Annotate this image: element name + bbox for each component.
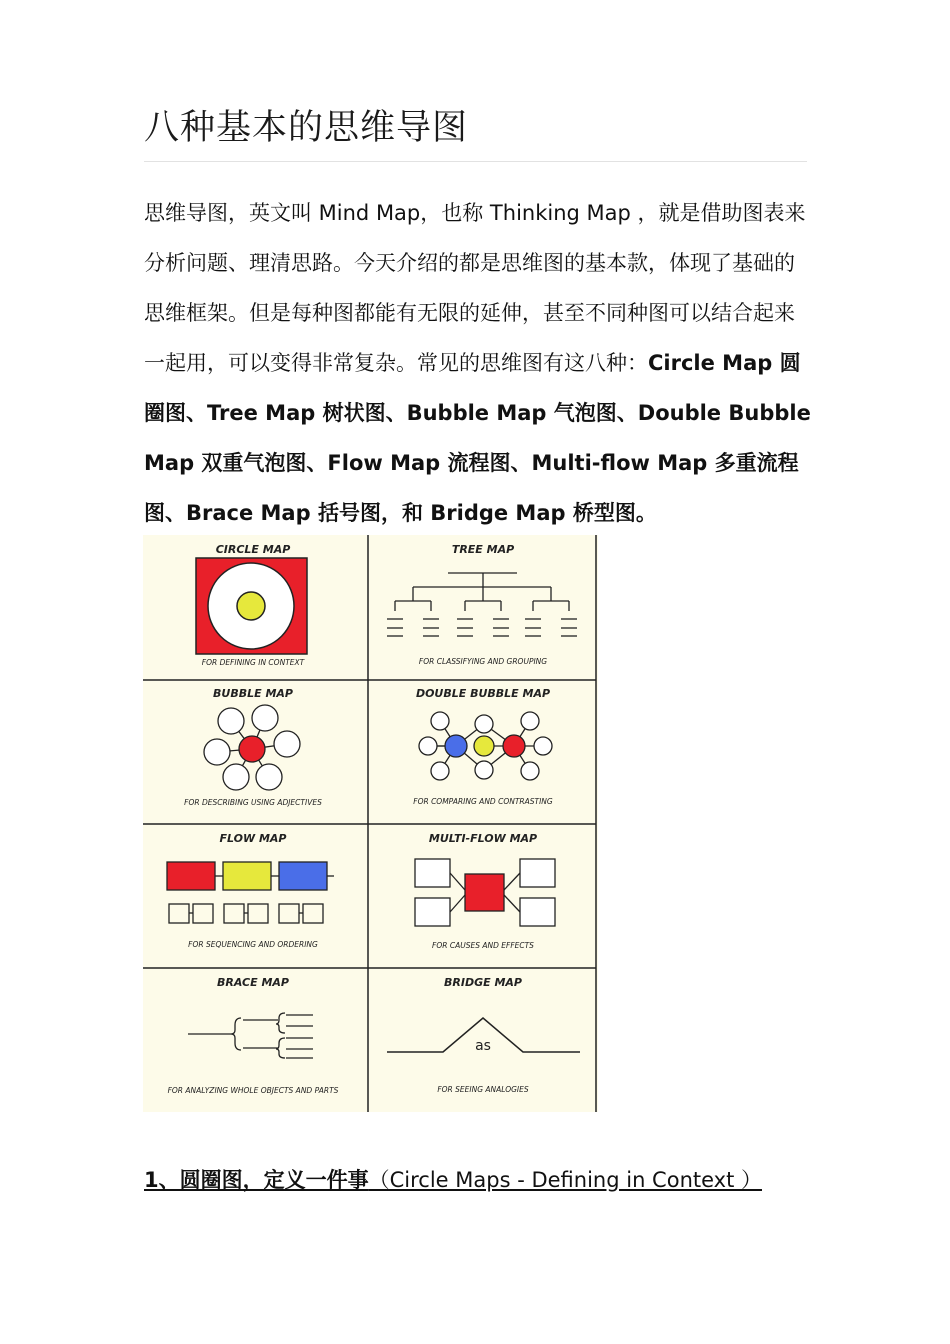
intro-text: 思维导图，英文叫 Mind Map，也称 Thinking Map ，就是借助图表来分析问题、理清思路。今天介绍的都是思维图的基本款，体现了基础的思维框架。但是每种图都能有无限的延伸，甚至不同种图可以结合起来一起用，可以变得非常复杂。常见的思维图有这八种： xyxy=(144,201,806,375)
bridge-map-caption: FOR SEEING ANALOGIES xyxy=(437,1085,529,1094)
section-heading-en: （Circle Maps - Defining in Context ） xyxy=(368,1168,762,1192)
section-heading-zh: 1、圆圈图，定义一件事 xyxy=(144,1168,369,1192)
double-bubble-map-caption: FOR COMPARING AND CONTRASTING xyxy=(413,797,553,806)
tree-map-title: TREE MAP xyxy=(451,543,515,556)
brace-map-caption: FOR ANALYZING WHOLE OBJECTS AND PARTS xyxy=(167,1086,339,1095)
circle-map-title: CIRCLE MAP xyxy=(215,543,291,556)
bubble-map-caption: FOR DESCRIBING USING ADJECTIVES xyxy=(184,798,322,807)
circle-map-diagram xyxy=(196,558,307,654)
intro-map-list: Circle Map 圆圈图、Tree Map 树状图、Bubble Map 气泡图、Double Bubble Map 双重气泡图、Flow Map 流程图、Multi-flow Map 多重流程图、Brace Map 括号图，和 Bridge Map 桥型图。 xyxy=(144,351,811,525)
bridge-relating-factor: as xyxy=(475,1038,491,1054)
page-title: 八种基本的思维导图 xyxy=(144,108,469,148)
flow-map-caption: FOR SEQUENCING AND ORDERING xyxy=(188,940,318,949)
bridge-map-title: BRIDGE MAP xyxy=(444,976,522,989)
flow-map-title: FLOW MAP xyxy=(219,832,287,845)
intro-paragraph xyxy=(144,188,812,538)
circle-map-caption: FOR DEFINING IN CONTEXT xyxy=(201,658,305,667)
multi-flow-map-title: MULTI-FLOW MAP xyxy=(428,832,538,845)
double-bubble-map-title: DOUBLE BUBBLE MAP xyxy=(415,687,551,700)
double-bubble-map-diagram xyxy=(419,712,552,780)
thinking-maps-figure xyxy=(143,535,598,1112)
section-heading-circle-map xyxy=(144,1163,804,1197)
thinking-maps-illustration xyxy=(143,535,598,1112)
brace-map-title: BRACE MAP xyxy=(217,976,289,989)
tree-map-caption: FOR CLASSIFYING AND GROUPING xyxy=(418,657,548,666)
title-divider xyxy=(144,161,807,162)
bubble-map-title: BUBBLE MAP xyxy=(213,687,293,700)
multi-flow-map-caption: FOR CAUSES AND EFFECTS xyxy=(432,941,534,950)
